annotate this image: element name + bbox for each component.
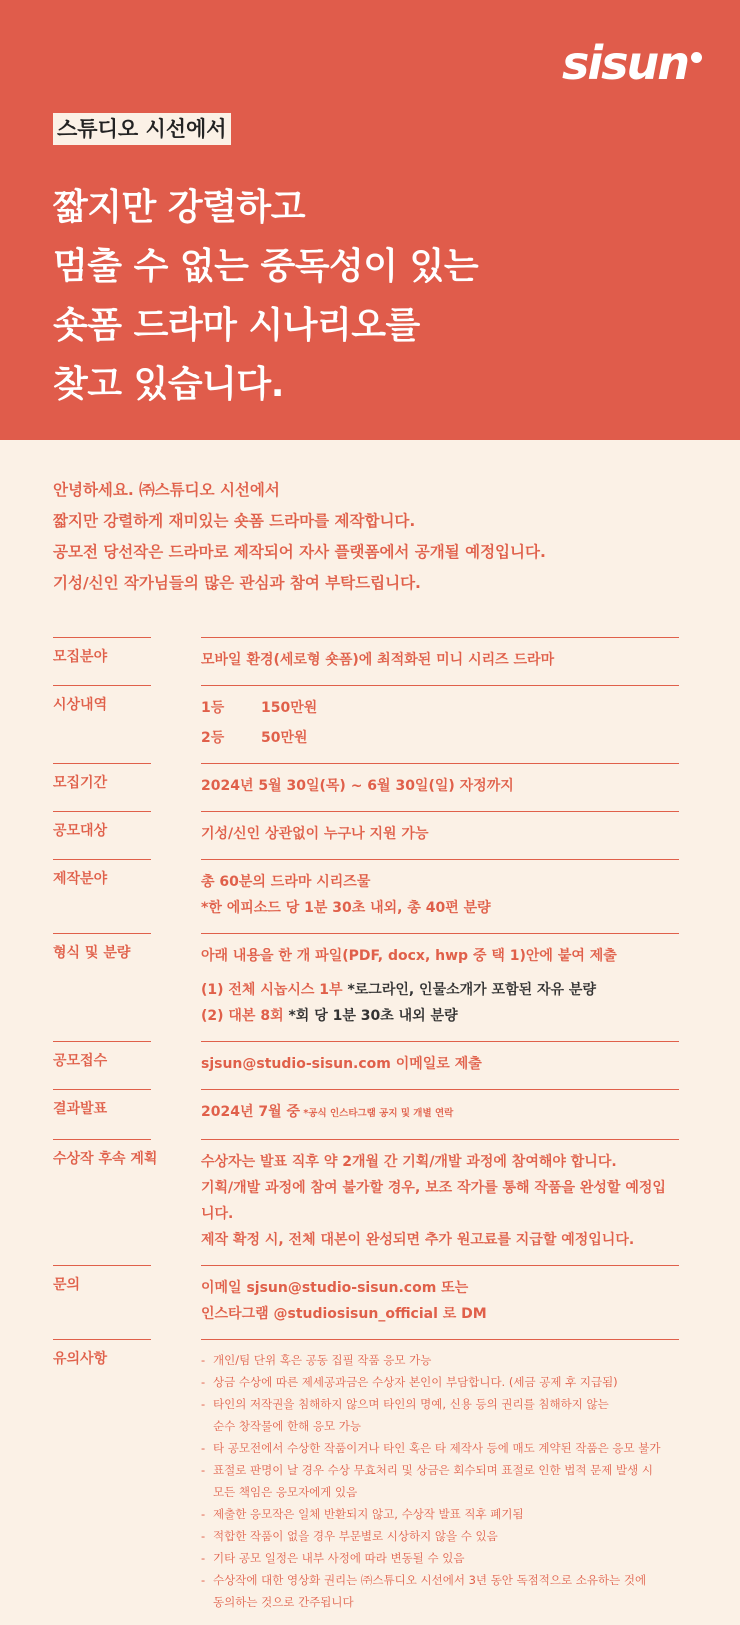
- row-label: 시상내역: [53, 697, 108, 713]
- prize-amount: 50만원: [261, 730, 308, 746]
- contact-instagram-line: 인스타그램 @studiosisun_official 로 DM: [201, 1306, 487, 1322]
- row-value: sjsun@studio-sisun.com 이메일로 제출: [201, 1056, 482, 1072]
- row-value: [201, 943, 679, 1029]
- notes-list: [201, 1349, 679, 1613]
- note-item: - 제출한 응모작은 일체 반환되지 않고, 수상작 발표 직후 폐기됨: [201, 1507, 524, 1521]
- row-value: [201, 1099, 679, 1127]
- intro-text: [53, 475, 546, 599]
- format-item: (1) 전체 시놉시스 1부: [201, 982, 343, 998]
- note-item: - 표절로 판명이 날 경우 수상 무효처리 및 상금은 회수되며 표절로 인한 법적 문제 발생 시 모든 책임은 응모자에게 있음: [201, 1463, 653, 1499]
- row-value: [201, 869, 679, 921]
- row-label: 결과발표: [53, 1101, 108, 1117]
- row-period: [53, 763, 679, 811]
- format-note: *회 당 1분 30초 내외 분량: [283, 1008, 458, 1024]
- row-label: 수상작 후속 계획: [53, 1151, 158, 1167]
- row-label: 공모접수: [53, 1053, 108, 1069]
- format-note: *로그라인, 인물소개가 포함된 자유 분량: [342, 982, 596, 998]
- row-value: 2024년 5월 30일(목) ~ 6월 30일(일) 자정까지: [201, 778, 514, 794]
- note-item: - 적합한 작품이 없을 경우 부문별로 시상하지 않을 수 있음: [201, 1529, 498, 1543]
- prize-amount: 150만원: [261, 700, 318, 716]
- value-line: 제작 확정 시, 전체 대본이 완성되면 추가 원고료를 지급할 예정입니다.: [201, 1232, 635, 1248]
- row-format: [53, 933, 679, 1041]
- headline-line: 멈출 수 없는 중독성이 있는: [53, 246, 479, 287]
- row-label: 모집기간: [53, 775, 108, 791]
- note-item: - 기타 공모 일정은 내부 사정에 따라 변동될 수 있음: [201, 1551, 465, 1565]
- row-submission: [53, 1041, 679, 1089]
- note-item: - 타인의 저작권을 침해하지 않으며 타인의 명예, 신용 등의 권리를 침해하지 않는 순수 창작물에 한해 응모 가능: [201, 1397, 609, 1433]
- note-item: - 상금 수상에 따른 제세공과금은 수상자 본인이 부담합니다. (세금 공제 후 지급됨): [201, 1375, 618, 1389]
- row-value: 모바일 환경(세로형 숏폼)에 최적화된 미니 시리즈 드라마: [201, 652, 555, 668]
- result-note: *공식 인스타그램 공지 및 개별 연락: [300, 1108, 454, 1119]
- row-label: 문의: [53, 1277, 81, 1293]
- value-line: [201, 1003, 679, 1029]
- note-item: - 타 공모전에서 수상한 작품이거나 타인 혹은 타 제작사 등에 매도 계약된 작품은 응모 불가: [201, 1441, 661, 1455]
- intro-line: 안녕하세요. ㈜스튜디오 시선에서: [53, 481, 280, 499]
- row-prize: [53, 685, 679, 763]
- row-value: [201, 1275, 679, 1327]
- format-item: (2) 대본 8회: [201, 1008, 284, 1024]
- row-production: [53, 859, 679, 933]
- row-label: 공모대상: [53, 823, 108, 839]
- intro-line: 공모전 당선작은 드라마로 제작되어 자사 플랫폼에서 공개될 예정입니다.: [53, 543, 546, 561]
- row-result: [53, 1089, 679, 1139]
- row-target: [53, 811, 679, 859]
- value-line: 총 60분의 드라마 시리즈물: [201, 874, 371, 890]
- hero-banner: [0, 0, 740, 440]
- prize-rank: 2등: [201, 730, 225, 746]
- row-value: [201, 695, 679, 751]
- brand-logo: sisun: [562, 38, 702, 88]
- headline: [53, 178, 478, 414]
- row-label: 모집분야: [53, 649, 108, 665]
- details-table: [53, 637, 679, 1625]
- tagline: 스튜디오 시선에서: [53, 113, 231, 145]
- value-line: *한 에피소드 당 1분 30초 내외, 총 40편 분량: [201, 900, 491, 916]
- row-value: [201, 1149, 679, 1253]
- row-contact: [53, 1265, 679, 1339]
- row-field: [53, 637, 679, 685]
- intro-line: 기성/신인 작가님들의 많은 관심과 참여 부탁드립니다.: [53, 574, 421, 592]
- note-item: - 개인/팀 단위 혹은 공동 집필 작품 응모 가능: [201, 1353, 432, 1367]
- note-item: - 수상작에 대한 영상화 권리는 ㈜스튜디오 시선에서 3년 동안 독점적으로 소유하는 것에 동의하는 것으로 간주됩니다: [201, 1573, 647, 1609]
- intro-line: 짧지만 강렬하게 재미있는 숏폼 드라마를 제작합니다.: [53, 512, 416, 530]
- row-notes: [53, 1339, 679, 1625]
- row-label: 형식 및 분량: [53, 945, 131, 961]
- contact-email-line: 이메일 sjsun@studio-sisun.com 또는: [201, 1280, 469, 1296]
- headline-line: 찾고 있습니다.: [53, 364, 284, 405]
- result-date: 2024년 7월 중: [201, 1104, 301, 1120]
- value-line: 수상자는 발표 직후 약 2개월 간 기획/개발 과정에 참여해야 합니다.: [201, 1154, 617, 1170]
- value-line: 기획/개발 과정에 참여 불가할 경우, 보조 작가를 통해 작품을 완성할 예정입니다.: [201, 1180, 666, 1222]
- prize-item: [201, 695, 679, 721]
- row-label: 유의사항: [53, 1351, 108, 1367]
- value-line: [201, 977, 679, 1003]
- row-value: 기성/신인 상관없이 누구나 지원 가능: [201, 826, 429, 842]
- row-label: 제작분야: [53, 871, 108, 887]
- row-followup: [53, 1139, 679, 1265]
- headline-line: 짧지만 강렬하고: [53, 187, 305, 228]
- headline-line: 숏폼 드라마 시나리오를: [53, 305, 420, 346]
- value-line: 아래 내용을 한 개 파일(PDF, docx, hwp 중 택 1)안에 붙여 제출: [201, 948, 617, 964]
- prize-rank: 1등: [201, 700, 225, 716]
- prize-item: [201, 725, 679, 751]
